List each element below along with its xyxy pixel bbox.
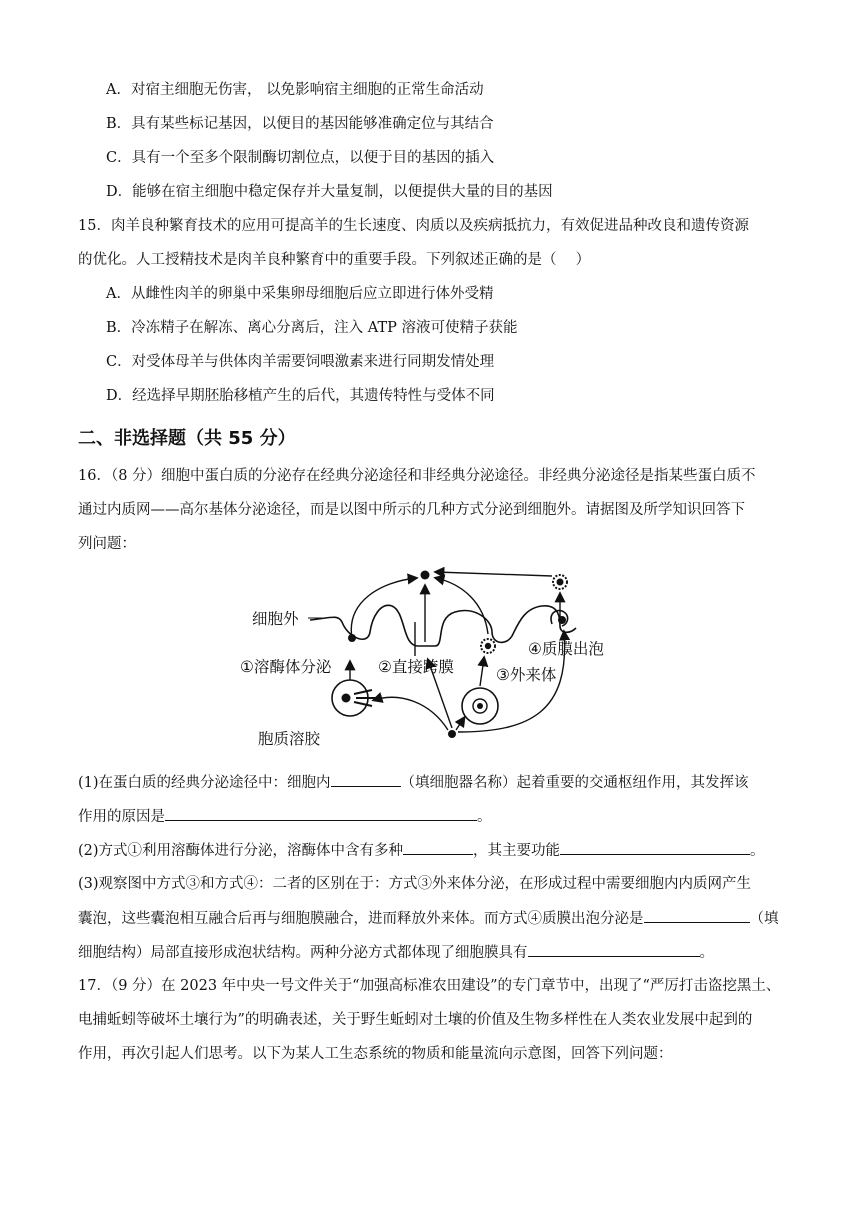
answer-blank[interactable] [331, 772, 401, 787]
q16-stem-line2: 通过内质网——高尔基体分泌途径，而是以图中所示的几种方式分泌到细胞外。请据图及所学知识回答下 [78, 502, 745, 518]
answer-blank[interactable] [165, 806, 477, 821]
q17-stem-line2: 电捕蚯蚓等破坏土壤行为”的明确表述，关于野生蚯蚓对土壤的价值及生物多样性在人类农业发展中起到的 [78, 1012, 753, 1028]
label-way1: ①溶酶体分泌 [240, 658, 332, 676]
q14-option-b: B．具有某些标记基因，以便目的基因能够准确定位与其结合 [106, 116, 494, 132]
q15-option-d: D．经选择早期胚胎移植产生的后代，其遗传特性与受体不同 [106, 388, 495, 404]
label-extracellular: 细胞外 [252, 610, 299, 628]
answer-blank[interactable] [403, 840, 473, 855]
label-way3: ③外来体 [496, 666, 557, 684]
q14-option-d: D．能够在宿主细胞中稳定保存并大量复制，以便提供大量的目的基因 [106, 184, 553, 200]
q16-stem-line1: 16．（8 分）细胞中蛋白质的分泌存在经典分泌途径和非经典分泌途径。非经典分泌途径是指某些蛋白质不 [78, 468, 756, 484]
secretion-diagram [230, 562, 630, 758]
q16-sub3-line1: (3)观察图中方式③和方式④：二者的区别在于：方式③外来体分泌，在形成过程中需要细胞内内质网产生 [78, 876, 752, 892]
answer-blank[interactable] [644, 908, 750, 923]
q14-option-a: A．对宿主细胞无伤害， 以免影响宿主细胞的正常生命活动 [106, 82, 484, 98]
multivesicular-body-icon [462, 688, 498, 724]
q14-option-c: C．具有一个至多个限制酶切割位点，以便于目的基因的插入 [106, 150, 495, 166]
label-way4: ④质膜出泡 [528, 640, 604, 658]
q16-stem-line3: 列问题： [78, 536, 136, 552]
q15-option-a: A．从雌性肉羊的卵巢中采集卵母细胞后应立即进行体外受精 [106, 286, 494, 302]
released-vesicle-icon [553, 575, 567, 589]
answer-blank[interactable] [560, 840, 750, 855]
label-cytosol: 胞质溶胶 [258, 730, 321, 748]
label-way2: ②直接跨膜 [378, 658, 454, 676]
secreted-protein-dot [421, 571, 430, 580]
q15-stem-line2: 的优化。人工授精技术是肉羊良种繁育中的重要手段。下列叙述正确的是（ ） [78, 252, 591, 268]
q15-stem-line1: 15．肉羊良种繁育技术的应用可提高羊的生长速度、肉质以及疾病抵抗力，有效促进品种改良和遗传资源 [78, 218, 749, 234]
cytosolic-protein-dot [448, 730, 456, 738]
section-title: 二、非选择题（共 55 分） [78, 428, 296, 449]
q16-sub1-line2: 作用的原因是 。 [78, 806, 492, 827]
q15-option-b: B．冷冻精子在解冻、离心分离后，注入 ATP 溶液可使精子获能 [106, 320, 518, 336]
q16-sub2: (2)方式①利用溶酶体进行分泌，溶酶体中含有多种 ，其主要功能 。 [78, 840, 765, 861]
exosome-icon [481, 639, 495, 653]
q16-sub1-line1: (1)在蛋白质的经典分泌途径中：细胞内 （填细胞器名称）起着重要的交通枢纽作用，其发挥该 [78, 772, 749, 793]
answer-blank[interactable] [528, 942, 700, 957]
lysosome-icon [332, 680, 378, 716]
q17-stem-line3: 作用，再次引起人们思考。以下为某人工生态系统的物质和能量流向示意图，回答下列问题： [78, 1046, 673, 1062]
q16-sub3-line3: 细胞结构）局部直接形成泡状结构。两种分泌方式都体现了细胞膜具有 。 [78, 942, 714, 963]
q16-sub3-line2: 囊泡，这些囊泡相互融合后再与细胞膜融合，进而释放外来体。而方式④质膜出泡分泌是 （填 [78, 908, 779, 929]
q17-stem-line1: 17．（9 分）在 2023 年中央一号文件关于“加强高标准农田建设”的专门章节中，出现了“严厉打击盗挖黑土、 [78, 978, 781, 994]
q15-option-c: C．对受体母羊与供体肉羊需要饲喂激素来进行同期发情处理 [106, 354, 495, 370]
